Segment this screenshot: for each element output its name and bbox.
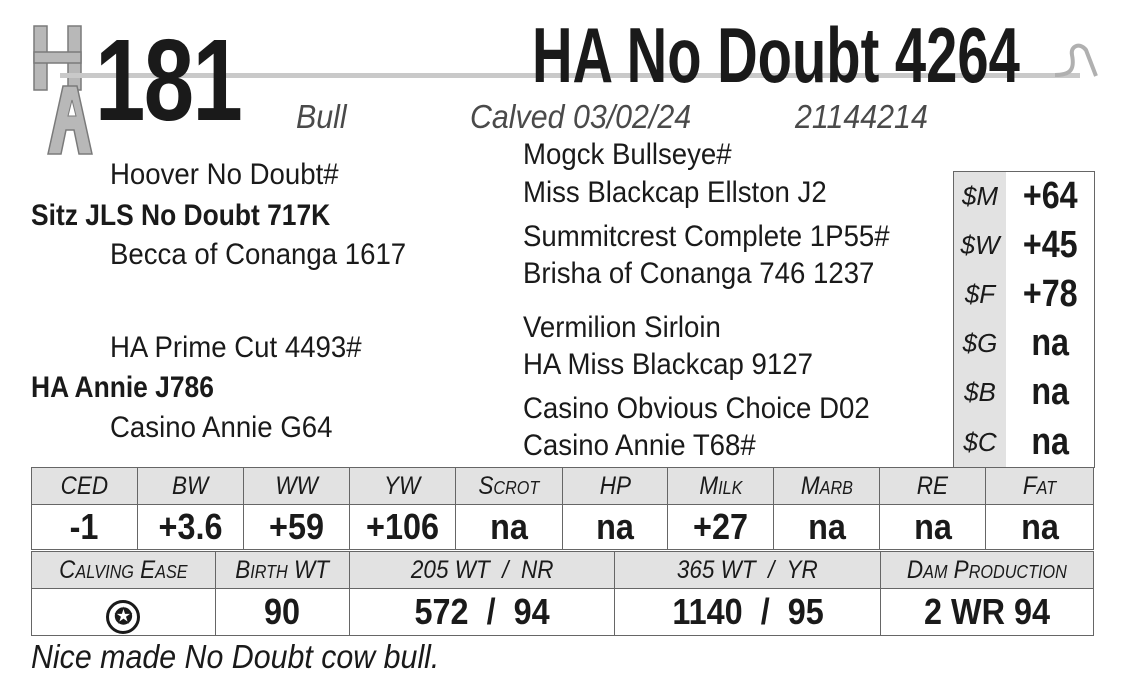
index-value: +78	[1022, 273, 1078, 315]
registration-number: 21144214	[795, 98, 928, 135]
animal-name: HA No Doubt 4264	[532, 11, 1020, 99]
epd-value: +59	[243, 505, 349, 550]
epd-table	[31, 467, 1094, 550]
sire-dam-sire: Summitcrest Complete 1P55#	[523, 220, 890, 253]
epd-header: WW	[243, 468, 349, 505]
epd-header: BW	[137, 468, 243, 505]
weaning-weight-value: 572 / 94	[349, 589, 615, 636]
calving-ease-header: Calving Ease	[32, 552, 216, 589]
sex-label: Bull	[296, 98, 347, 135]
ha-logo	[30, 24, 105, 158]
dam-sire-sire: Vermilion Sirloin	[523, 311, 721, 344]
lot-number: 181	[95, 15, 242, 145]
comment-text: Nice made No Doubt cow bull.	[31, 638, 440, 675]
index-label: $M	[954, 172, 1006, 221]
epd-header: Milk	[668, 468, 774, 505]
sire-sire-sire: Mogck Bullseye#	[523, 138, 732, 171]
epd-value: na	[880, 505, 986, 550]
epd-header: CED	[32, 468, 138, 505]
index-value: +64	[1022, 175, 1078, 217]
epd-header: Marb	[774, 468, 880, 505]
epd-value: na	[455, 505, 562, 550]
epd-header: Fat	[986, 468, 1094, 505]
index-value: na	[1031, 420, 1069, 463]
sire-sire-dam: Miss Blackcap Ellston J2	[523, 176, 827, 209]
dam-dam-dam: Casino Annie T68#	[523, 429, 756, 462]
dam-production-header: Dam Production	[881, 552, 1094, 589]
index-label: $G	[954, 319, 1006, 368]
birth-weight-value: 90	[215, 589, 349, 636]
index-label: $C	[954, 417, 1006, 467]
epd-value: +3.6	[137, 505, 243, 550]
index-value: na	[1031, 371, 1069, 413]
index-label: $F	[954, 270, 1006, 319]
calved-date: Calved 03/02/24	[470, 98, 692, 135]
sire-dam: Becca of Conanga 1617	[110, 238, 407, 271]
sire-dam-dam: Brisha of Conanga 746 1237	[523, 257, 875, 290]
dam-production-value: 2 WR 94	[881, 589, 1094, 636]
index-value: na	[1031, 322, 1069, 364]
epd-header: HP	[562, 468, 668, 505]
dam-sire: HA Prime Cut 4493#	[110, 331, 362, 364]
birth-weight-header: Birth WT	[215, 552, 349, 589]
epd-header: Scrot	[455, 468, 562, 505]
yearling-weight-value: 1140 / 95	[615, 589, 881, 636]
dollar-index-box	[953, 171, 1095, 468]
epd-value: +106	[349, 505, 455, 550]
yearling-weight-header: 365 WT / YR	[615, 552, 881, 589]
calving-ease-value	[32, 589, 216, 636]
sire: Sitz JLS No Doubt 717K	[31, 199, 331, 232]
performance-table	[31, 551, 1094, 636]
star-icon: ✪	[106, 600, 140, 634]
dam-sire-dam: HA Miss Blackcap 9127	[523, 348, 813, 381]
epd-value: na	[986, 505, 1094, 550]
dam-dam-sire: Casino Obvious Choice D02	[523, 392, 870, 425]
dam: HA Annie J786	[31, 371, 214, 404]
sire-sire: Hoover No Doubt#	[110, 158, 339, 191]
index-label: $B	[954, 368, 1006, 417]
epd-value: +27	[668, 505, 774, 550]
weaning-weight-header: 205 WT / NR	[349, 552, 615, 589]
dam-dam: Casino Annie G64	[110, 411, 333, 444]
index-value: +45	[1022, 224, 1078, 266]
epd-value: na	[562, 505, 668, 550]
epd-header: RE	[880, 468, 986, 505]
epd-value: na	[774, 505, 880, 550]
epd-value: -1	[32, 505, 138, 550]
index-label: $W	[954, 221, 1006, 270]
epd-header: YW	[349, 468, 455, 505]
